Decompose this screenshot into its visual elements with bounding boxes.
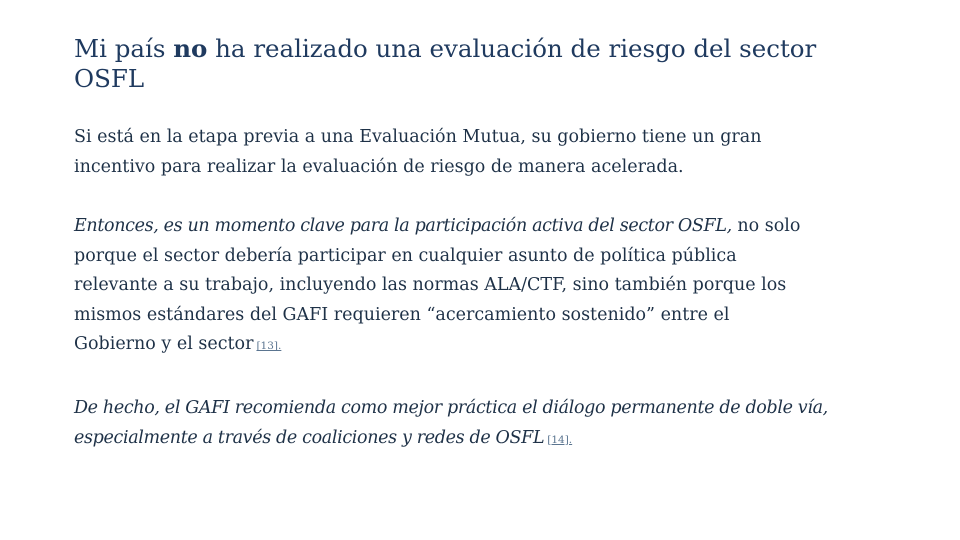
paragraph-3-text: De hecho, el GAFI recomienda como mejor práctica el diálogo permanente de doble vía, especialmente a través de coaliciones y redes de OSFL <box>74 398 828 448</box>
paragraph-3 <box>74 394 834 455</box>
footnote-link-14[interactable]: [14]. <box>547 433 573 446</box>
slide-title <box>74 34 854 94</box>
paragraph-2 <box>74 212 814 362</box>
title-after: ha realizado una evaluación de riesgo del sector OSFL <box>74 34 817 93</box>
paragraph-2-italic: Entonces, es un momento clave para la participación activa del sector OSFL, <box>74 216 732 236</box>
title-before: Mi país <box>74 34 174 63</box>
paragraph-2-text: no solo porque el sector debería participar en cualquier asunto de política pública relevante a su trabajo, incluyendo las normas ALA/CTF, sino también porque los mismos estándares del GAFI requieren “acercamiento sostenido” entre el Gobierno y el sector <box>74 216 801 354</box>
footnote-link-13[interactable]: [13]. <box>256 340 282 352</box>
paragraph-1: Si está en la etapa previa a una Evaluación Mutua, su gobierno tiene un gran incentivo para realizar la evaluación de riesgo de manera acelerada. <box>74 127 762 177</box>
title-emphasis: no <box>173 34 208 63</box>
